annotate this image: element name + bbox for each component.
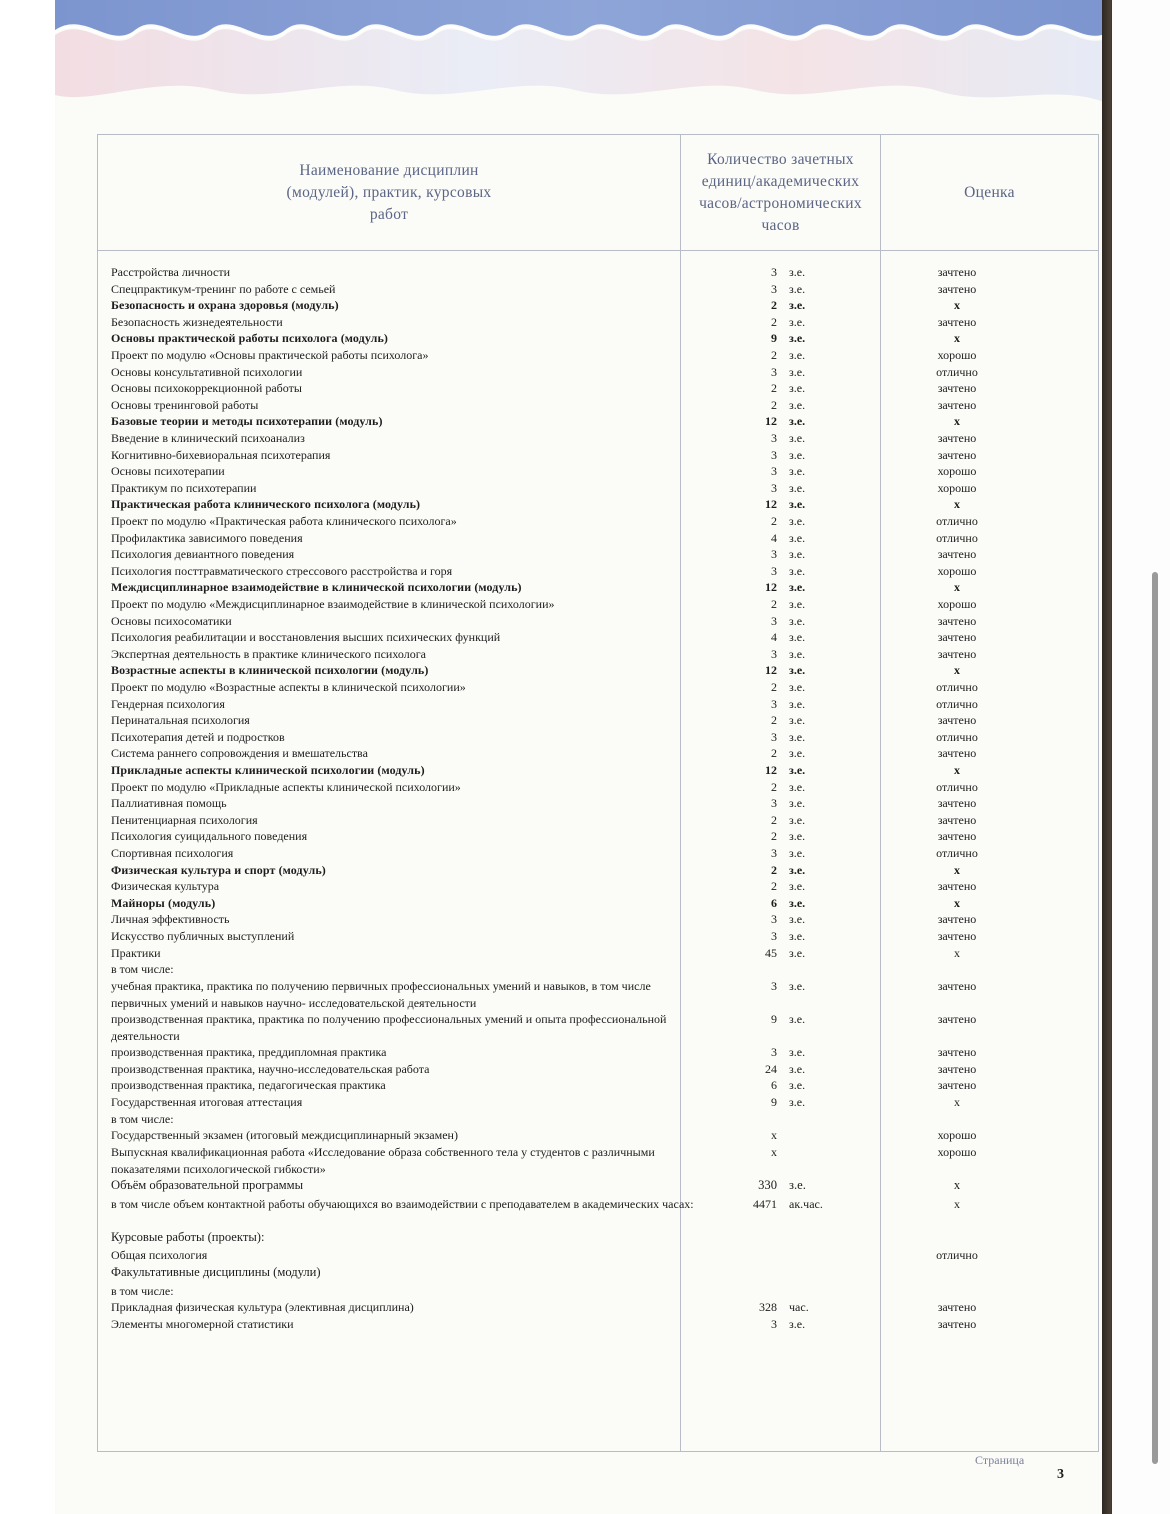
discipline-name: Искусство публичных выступлений	[111, 929, 295, 943]
table-row	[55, 314, 1112, 331]
credit-unit: з.е.	[789, 680, 806, 694]
credit-amount: 3	[771, 613, 777, 628]
credit-unit: з.е.	[789, 978, 806, 993]
table-row	[55, 513, 1112, 530]
credit-unit: з.е.	[789, 746, 806, 761]
table-row	[55, 679, 1112, 696]
grade-value: зачтено	[937, 1012, 977, 1026]
table-row	[55, 413, 1112, 430]
table-row	[55, 629, 1112, 646]
table-row	[55, 696, 1112, 713]
discipline-name: Психотерапия детей и подростков	[111, 729, 285, 744]
discipline-name: Основы психотерапии	[111, 464, 225, 479]
grade-value: отлично	[936, 530, 978, 545]
table-row	[55, 1264, 1112, 1281]
grade-value: х	[954, 1095, 960, 1109]
grade-value: хорошо	[937, 1128, 977, 1143]
discipline-name: Спецпрактикум-тренинг по работе с семьей	[111, 281, 336, 296]
credit-unit: з.е.	[789, 763, 806, 777]
credit-unit: з.е.	[789, 1095, 806, 1109]
discipline-name: Физическая культура и спорт (модуль)	[111, 862, 326, 877]
grade-value: хорошо	[937, 348, 977, 362]
grade-value: зачтено	[937, 1316, 977, 1331]
table-row	[55, 496, 1112, 513]
grade-value: зачтено	[937, 381, 977, 396]
table-row	[55, 745, 1112, 762]
grade-value: зачтено	[937, 1045, 977, 1060]
credit-amount: 3	[771, 1045, 777, 1060]
discipline-name: Базовые теории и методы психотерапии (модуль)	[111, 414, 383, 429]
credit-amount: 328	[759, 1300, 777, 1315]
table-row	[55, 397, 1112, 414]
table-row	[55, 895, 1112, 912]
credit-unit: з.е.	[789, 829, 806, 844]
table-row	[55, 878, 1112, 895]
credit-amount: 2	[771, 348, 777, 362]
credit-unit: з.е.	[789, 364, 806, 379]
credit-unit: з.е.	[789, 298, 806, 313]
credit-unit: з.е.	[789, 348, 806, 362]
grade-value: х	[954, 895, 960, 910]
table-row	[55, 712, 1112, 729]
table-row	[55, 480, 1112, 497]
credit-amount: 2	[771, 862, 777, 877]
credit-amount: 3	[771, 929, 777, 943]
table-row	[55, 1299, 1112, 1316]
grade-value: х	[954, 663, 960, 678]
credit-unit: з.е.	[789, 1045, 806, 1060]
discipline-name: Личная эффективность	[111, 912, 230, 927]
credit-unit: з.е.	[789, 597, 806, 611]
grade-value: зачтено	[937, 713, 977, 728]
discipline-name: Государственная итоговая аттестация	[111, 1095, 303, 1109]
discipline-name: Когнитивно-бихевиоральная психотерапия	[111, 447, 331, 462]
table-row	[55, 862, 1112, 879]
scrollbar[interactable]	[1152, 572, 1158, 1464]
discipline-name: в том числе:	[111, 1111, 174, 1126]
grade-value: отлично	[936, 1248, 978, 1263]
grade-value: зачтено	[937, 265, 977, 279]
credit-amount: 3	[771, 431, 777, 445]
credit-amount: 2	[771, 381, 777, 396]
credit-amount: 2	[771, 812, 777, 827]
credit-unit: час.	[789, 1300, 809, 1315]
grade-value: х	[954, 497, 960, 512]
credit-unit: з.е.	[789, 497, 806, 512]
credit-amount: х	[771, 1144, 777, 1159]
grade-value: х	[954, 331, 960, 346]
discipline-name: Общая психология	[111, 1248, 208, 1263]
credit-unit: з.е.	[789, 729, 806, 744]
grade-value: зачтено	[937, 1061, 977, 1076]
table-row	[55, 1229, 1112, 1246]
credit-unit: з.е.	[789, 514, 806, 528]
discipline-name: производственная практика, практика по получению профессиональных умений и опыта профессиональной деятельности	[111, 1012, 667, 1043]
grade-value: зачтено	[937, 547, 977, 562]
table-row	[55, 347, 1112, 364]
table-row	[55, 729, 1112, 746]
credit-amount: 9	[771, 331, 777, 346]
credit-unit: з.е.	[789, 929, 806, 943]
table-row	[55, 1111, 1112, 1128]
grade-value: отлично	[936, 779, 978, 794]
header-disciplines-label: Наименование дисциплин (модулей), практик, курсовых работ	[286, 161, 492, 223]
table-row	[55, 911, 1112, 928]
table-row	[55, 845, 1112, 862]
table-row	[55, 463, 1112, 480]
credit-unit: з.е.	[789, 431, 806, 445]
header-credits-label: Количество зачетных единиц/академических часов/астрономических часов	[699, 150, 862, 234]
credit-unit: з.е.	[789, 265, 806, 279]
credit-unit: з.е.	[789, 862, 806, 877]
credit-amount: 6	[771, 1078, 777, 1093]
credit-amount: 2	[771, 298, 777, 313]
discipline-name: Система раннего сопровождения и вмешательства	[111, 746, 368, 761]
credit-amount: 12	[765, 497, 777, 512]
table-row	[55, 1127, 1112, 1144]
discipline-name: Проект по модулю «Основы практической работы психолога»	[111, 348, 429, 362]
credit-amount: 9	[771, 1012, 777, 1026]
credit-unit: з.е.	[789, 779, 806, 794]
credit-unit: з.е.	[789, 613, 806, 628]
discipline-name: в том числе:	[111, 1283, 174, 1298]
grade-value: отлично	[936, 364, 978, 379]
credit-amount: 3	[771, 364, 777, 379]
grade-value: зачтено	[937, 796, 977, 811]
grade-value: х	[954, 580, 960, 595]
table-row	[55, 1144, 1112, 1178]
credit-unit: з.е.	[789, 381, 806, 396]
credit-amount: 2	[771, 829, 777, 844]
table-row	[55, 1283, 1112, 1300]
table-row	[55, 1061, 1112, 1078]
credit-amount: 4	[771, 530, 777, 545]
table-row	[55, 380, 1112, 397]
table-row	[55, 795, 1112, 812]
credit-unit: з.е.	[789, 696, 806, 711]
discipline-name: Практическая работа клинического психолога (модуль)	[111, 497, 421, 512]
page-number: 3	[1057, 1467, 1064, 1482]
credit-unit: з.е.	[789, 580, 806, 595]
discipline-name: Проект по модулю «Практическая работа клинического психолога»	[111, 514, 457, 528]
discipline-name: Основы психосоматики	[111, 613, 232, 628]
table-row	[55, 779, 1112, 796]
credit-amount: 330	[758, 1178, 777, 1192]
disciplines-list	[55, 0, 1112, 1514]
credit-amount: 3	[771, 464, 777, 479]
discipline-name: в том числе:	[111, 962, 174, 977]
credit-unit: з.е.	[789, 1178, 806, 1192]
table-row	[55, 264, 1112, 281]
credit-amount: 6	[771, 895, 777, 910]
credit-unit: ак.час.	[789, 1196, 823, 1211]
grade-value: х	[954, 945, 960, 960]
credit-amount: 45	[765, 945, 777, 960]
grade-value: зачтено	[937, 912, 977, 927]
table-row	[55, 596, 1112, 613]
discipline-name: Спортивная психология	[111, 846, 234, 860]
grade-value: отлично	[936, 680, 978, 694]
grade-value: зачтено	[937, 314, 977, 329]
grade-value: х	[954, 414, 960, 429]
table-row	[55, 812, 1112, 829]
discipline-name: Гендерная психология	[111, 696, 225, 711]
credit-amount: 3	[771, 696, 777, 711]
credit-amount: 2	[771, 680, 777, 694]
credit-amount: 3	[771, 796, 777, 811]
credit-amount: 2	[771, 746, 777, 761]
grade-value: хорошо	[937, 1144, 977, 1159]
table-row	[55, 945, 1112, 962]
discipline-name: Введение в клинический психоанализ	[111, 431, 305, 445]
discipline-name: Проект по модулю «Междисциплинарное взаимодействие в клинической психологии»	[111, 597, 555, 611]
credit-amount: 3	[771, 729, 777, 744]
credit-amount: х	[771, 1128, 777, 1143]
discipline-name: Основы консультативной психологии	[111, 364, 303, 379]
credit-amount: 3	[771, 646, 777, 661]
credit-unit: з.е.	[789, 547, 806, 562]
credit-unit: з.е.	[789, 480, 806, 495]
table-row	[55, 430, 1112, 447]
header-grade-label: Оценка	[964, 183, 1015, 201]
table-row	[55, 978, 1112, 1012]
credit-unit: з.е.	[789, 812, 806, 827]
discipline-name: учебная практика, практика по получению первичных профессиональных умений и навыков, в том числе первичных умений и навыков научно- исследовательской деятельности	[111, 978, 651, 1010]
grade-value: х	[953, 1178, 961, 1192]
table-row	[55, 297, 1112, 314]
grade-value: хорошо	[937, 597, 977, 611]
discipline-name: Безопасность и охрана здоровья (модуль)	[111, 298, 339, 313]
document-page	[55, 0, 1112, 1514]
credit-amount: 3	[771, 480, 777, 495]
grade-value: зачтено	[937, 630, 977, 645]
discipline-name: Пенитенциарная психология	[111, 812, 258, 827]
credit-unit: з.е.	[789, 796, 806, 811]
table-row	[55, 613, 1112, 630]
credit-unit: з.е.	[789, 281, 806, 296]
discipline-name: Прикладные аспекты клинической психологии (модуль)	[111, 763, 425, 777]
discipline-name: Объём образовательной программы	[111, 1178, 304, 1192]
table-row	[55, 828, 1112, 845]
grade-value: х	[954, 298, 960, 313]
table-row	[55, 646, 1112, 663]
credit-unit: з.е.	[789, 663, 806, 678]
discipline-name: Элементы многомерной статистики	[111, 1316, 294, 1331]
page-label: Страница	[975, 1453, 1025, 1467]
discipline-name: Психология девиантного поведения	[111, 547, 295, 562]
grade-value: зачтено	[937, 978, 977, 993]
discipline-name: Расстройства личности	[111, 265, 231, 279]
discipline-name: Проект по модулю «Возрастные аспекты в клинической психологии»	[111, 680, 466, 694]
discipline-name: производственная практика, педагогическая практика	[111, 1078, 386, 1093]
credit-amount: 12	[765, 663, 777, 678]
table-row	[55, 1077, 1112, 1094]
discipline-name: Основы тренинговой работы	[111, 397, 259, 412]
table-row	[55, 530, 1112, 547]
grade-value: отлично	[936, 514, 978, 528]
grade-value: х	[954, 862, 960, 877]
table-row	[55, 447, 1112, 464]
discipline-name: Факультативные дисциплины (модули)	[111, 1265, 321, 1279]
credit-unit: з.е.	[789, 331, 806, 346]
discipline-name: Психология суицидального поведения	[111, 829, 308, 844]
credit-unit: з.е.	[789, 414, 806, 429]
discipline-name: Психология посттравматического стрессового расстройства и горя	[111, 563, 453, 578]
grade-value: хорошо	[937, 464, 977, 479]
grade-value: отлично	[936, 729, 978, 744]
table-row	[55, 662, 1112, 679]
credit-amount: 12	[765, 763, 777, 777]
table-row	[55, 1177, 1112, 1194]
credit-unit: з.е.	[789, 895, 806, 910]
table-row	[55, 1094, 1112, 1111]
discipline-name: в том числе объем контактной работы обучающихся во взаимодействии с преподавателем в академических часах:	[111, 1196, 694, 1211]
table-row	[55, 1316, 1112, 1333]
grade-value: зачтено	[937, 879, 977, 894]
discipline-name: Перинатальная психология	[111, 713, 250, 728]
grade-value: зачтено	[937, 746, 977, 761]
discipline-name: Профилактика зависимого поведения	[111, 530, 303, 545]
table-row	[55, 961, 1112, 978]
table-row	[55, 330, 1112, 347]
credit-unit: з.е.	[789, 464, 806, 479]
grade-value: зачтено	[937, 1078, 977, 1093]
table-row	[55, 364, 1112, 381]
grade-value: зачтено	[937, 281, 977, 296]
credit-amount: 12	[765, 414, 777, 429]
discipline-name: Выпускная квалификационная работа «Исследование образа собственного тела у студентов с различными показателями психологической гибкости»	[111, 1144, 655, 1176]
credit-amount: 3	[771, 563, 777, 578]
discipline-name: Безопасность жизнедеятельности	[111, 314, 283, 329]
credit-unit: з.е.	[789, 1078, 806, 1093]
discipline-name: Междисциплинарное взаимодействие в клинической психологии (модуль)	[111, 580, 522, 595]
credit-unit: з.е.	[789, 563, 806, 578]
table-row	[55, 1044, 1112, 1061]
table-row	[55, 762, 1112, 779]
table-row	[55, 563, 1112, 580]
table-row	[55, 1011, 1112, 1045]
credit-amount: 3	[771, 978, 777, 993]
credit-unit: з.е.	[789, 713, 806, 728]
right-margin	[1112, 0, 1170, 1514]
table-row	[55, 546, 1112, 563]
credit-unit: з.е.	[789, 630, 806, 645]
left-margin	[0, 0, 55, 1514]
grade-value: отлично	[936, 846, 978, 860]
grade-value: зачтено	[937, 447, 977, 462]
credit-unit: з.е.	[789, 447, 806, 462]
discipline-name: Практикум по психотерапии	[111, 480, 257, 495]
table-row	[55, 281, 1112, 298]
discipline-name: Прикладная физическая культура (элективная дисциплина)	[111, 1300, 414, 1315]
discipline-name: Проект по модулю «Прикладные аспекты клинической психологии»	[111, 779, 461, 794]
credit-unit: з.е.	[789, 1061, 806, 1076]
discipline-name: Майноры (модуль)	[111, 895, 216, 910]
table-row	[55, 1196, 1112, 1230]
discipline-name: Психология реабилитации и восстановления высших психических функций	[111, 630, 501, 645]
grade-value: хорошо	[937, 563, 977, 578]
grade-value: зачтено	[937, 929, 977, 943]
grade-value: отлично	[936, 696, 978, 711]
discipline-name: Экспертная деятельность в практике клинического психолога	[111, 646, 426, 661]
credit-amount: 3	[771, 912, 777, 927]
credit-amount: 3	[771, 1316, 777, 1331]
table-row	[55, 1247, 1112, 1264]
credit-amount: 2	[771, 879, 777, 894]
credit-unit: з.е.	[789, 879, 806, 894]
credit-amount: 2	[771, 397, 777, 412]
credit-amount: 2	[771, 713, 777, 728]
grade-value: зачтено	[937, 646, 977, 661]
credit-amount: 4471	[753, 1196, 777, 1211]
credit-amount: 3	[771, 846, 777, 860]
discipline-name: Основы практической работы психолога (модуль)	[111, 331, 389, 346]
discipline-name: Практики	[111, 945, 161, 960]
table-row	[55, 928, 1112, 945]
credit-amount: 3	[771, 547, 777, 562]
discipline-name: Курсовые работы (проекты):	[111, 1229, 265, 1244]
discipline-name: Возрастные аспекты в клинической психологии (модуль)	[111, 663, 429, 678]
credit-unit: з.е.	[789, 1012, 806, 1026]
credit-amount: 9	[771, 1095, 777, 1109]
discipline-name: Паллиативная помощь	[111, 796, 227, 811]
grade-value: хорошо	[937, 480, 977, 495]
credit-amount: 2	[771, 779, 777, 794]
credit-unit: з.е.	[789, 1316, 806, 1331]
credit-amount: 2	[771, 314, 777, 329]
credit-amount: 2	[771, 597, 777, 611]
credit-unit: з.е.	[789, 945, 806, 960]
grade-value: зачтено	[937, 431, 977, 445]
credit-amount: 3	[771, 281, 777, 296]
grade-value: зачтено	[937, 1300, 977, 1315]
credit-amount: 2	[771, 514, 777, 528]
credit-unit: з.е.	[789, 846, 806, 860]
discipline-name: производственная практика, преддипломная практика	[111, 1045, 387, 1060]
credit-unit: з.е.	[789, 314, 806, 329]
grade-value: зачтено	[937, 829, 977, 844]
discipline-name: Основы психокоррекционной работы	[111, 381, 302, 396]
credit-amount: 12	[765, 580, 777, 595]
discipline-name: Физическая культура	[111, 879, 220, 894]
credit-unit: з.е.	[789, 646, 806, 661]
credit-unit: з.е.	[789, 397, 806, 412]
grade-value: зачтено	[937, 397, 977, 412]
grade-value: зачтено	[937, 613, 977, 628]
grade-value: зачтено	[937, 812, 977, 827]
credit-amount: 24	[765, 1061, 777, 1076]
discipline-name: производственная практика, научно-исследовательская работа	[111, 1061, 430, 1076]
credit-amount: 3	[771, 265, 777, 279]
discipline-name: Государственный экзамен (итоговый междисциплинарный экзамен)	[111, 1128, 458, 1143]
credit-amount: 4	[771, 630, 777, 645]
grade-value: х	[954, 763, 960, 777]
credit-unit: з.е.	[789, 530, 806, 545]
credit-unit: з.е.	[789, 912, 806, 927]
grade-value: х	[954, 1196, 960, 1211]
credit-amount: 3	[771, 447, 777, 462]
table-row	[55, 579, 1112, 596]
